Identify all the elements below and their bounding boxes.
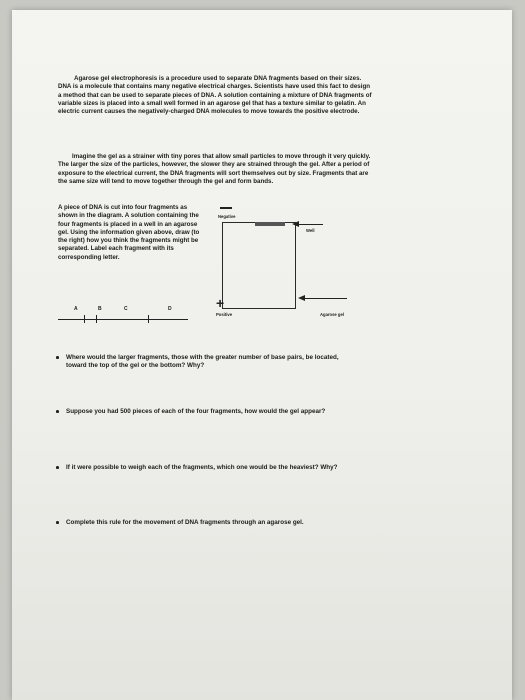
bullet-icon bbox=[56, 521, 59, 524]
fragment-label-b: B bbox=[98, 306, 102, 312]
gel-well bbox=[255, 222, 285, 226]
negative-electrode-symbol bbox=[220, 207, 232, 209]
cut-mark bbox=[84, 315, 85, 323]
cut-mark bbox=[148, 315, 149, 323]
well-pointer-line bbox=[297, 224, 323, 225]
cut-mark bbox=[96, 315, 97, 323]
gel-diagram-box bbox=[222, 222, 296, 309]
fragment-label-d: D bbox=[168, 306, 172, 312]
question-text: If it were possible to weigh each of the fragments, which one would be the heaviest? Why? bbox=[66, 464, 338, 471]
question-text: Where would the larger fragments, those with the greater number of base pairs, be located, toward the top of the gel or the bottom? Why? bbox=[66, 354, 339, 370]
bullet-icon bbox=[56, 356, 59, 359]
well-arrow-head bbox=[292, 221, 299, 227]
agarose-gel-label: Agarose gel bbox=[320, 312, 344, 317]
intro-paragraph-1: Agarose gel electrophoresis is a procedure used to separate DNA fragments based on their sizes. DNA is a molecule that contains many negative electrical charges. Scientists have used this fact to design a method that can be used to separate pieces of DNA. A solution containing a mixture of DNA fragments of variable sizes is placed into a small well formed in an agarose gel that has a texture similar to gelatin. An electric current causes the negatively-charged DNA molecules to move towards the positive electrode. bbox=[58, 75, 372, 116]
agarose-pointer-line bbox=[303, 298, 347, 299]
bullet-icon bbox=[56, 466, 59, 469]
bullet-icon bbox=[56, 410, 59, 413]
positive-electrode-symbol: + bbox=[216, 295, 225, 311]
fragment-label-c: C bbox=[124, 306, 128, 312]
well-label: Well bbox=[306, 228, 315, 233]
question-text: Suppose you had 500 pieces of each of the four fragments, how would the gel appear? bbox=[66, 408, 326, 415]
negative-label: Negative bbox=[218, 214, 236, 219]
dna-fragment-line bbox=[58, 319, 188, 320]
agarose-arrow-head bbox=[298, 295, 305, 301]
intro-paragraph-2: Imagine the gel as a strainer with tiny pores that allow small particles to move through it very quickly. The larger the size of the particles, however, the slower they are strained through the gel. After a period of exposure to the electrical current, the DNA fragments will sort themselves out by size. Fragments that are the same size will tend to move together through the gel and form bands. bbox=[58, 153, 371, 185]
instructions-paragraph: A piece of DNA is cut into four fragments as shown in the diagram. A solution containing the four fragments is placed in a well in an agarose gel. Using the information given above, draw (to the right) how you think the fragments might be separated. Label each fragment with its corresponding letter. bbox=[58, 204, 200, 261]
positive-label: Positive bbox=[216, 312, 233, 317]
fragment-label-a: A bbox=[74, 306, 78, 312]
question-text: Complete this rule for the movement of DNA fragments through an agarose gel. bbox=[66, 519, 304, 526]
